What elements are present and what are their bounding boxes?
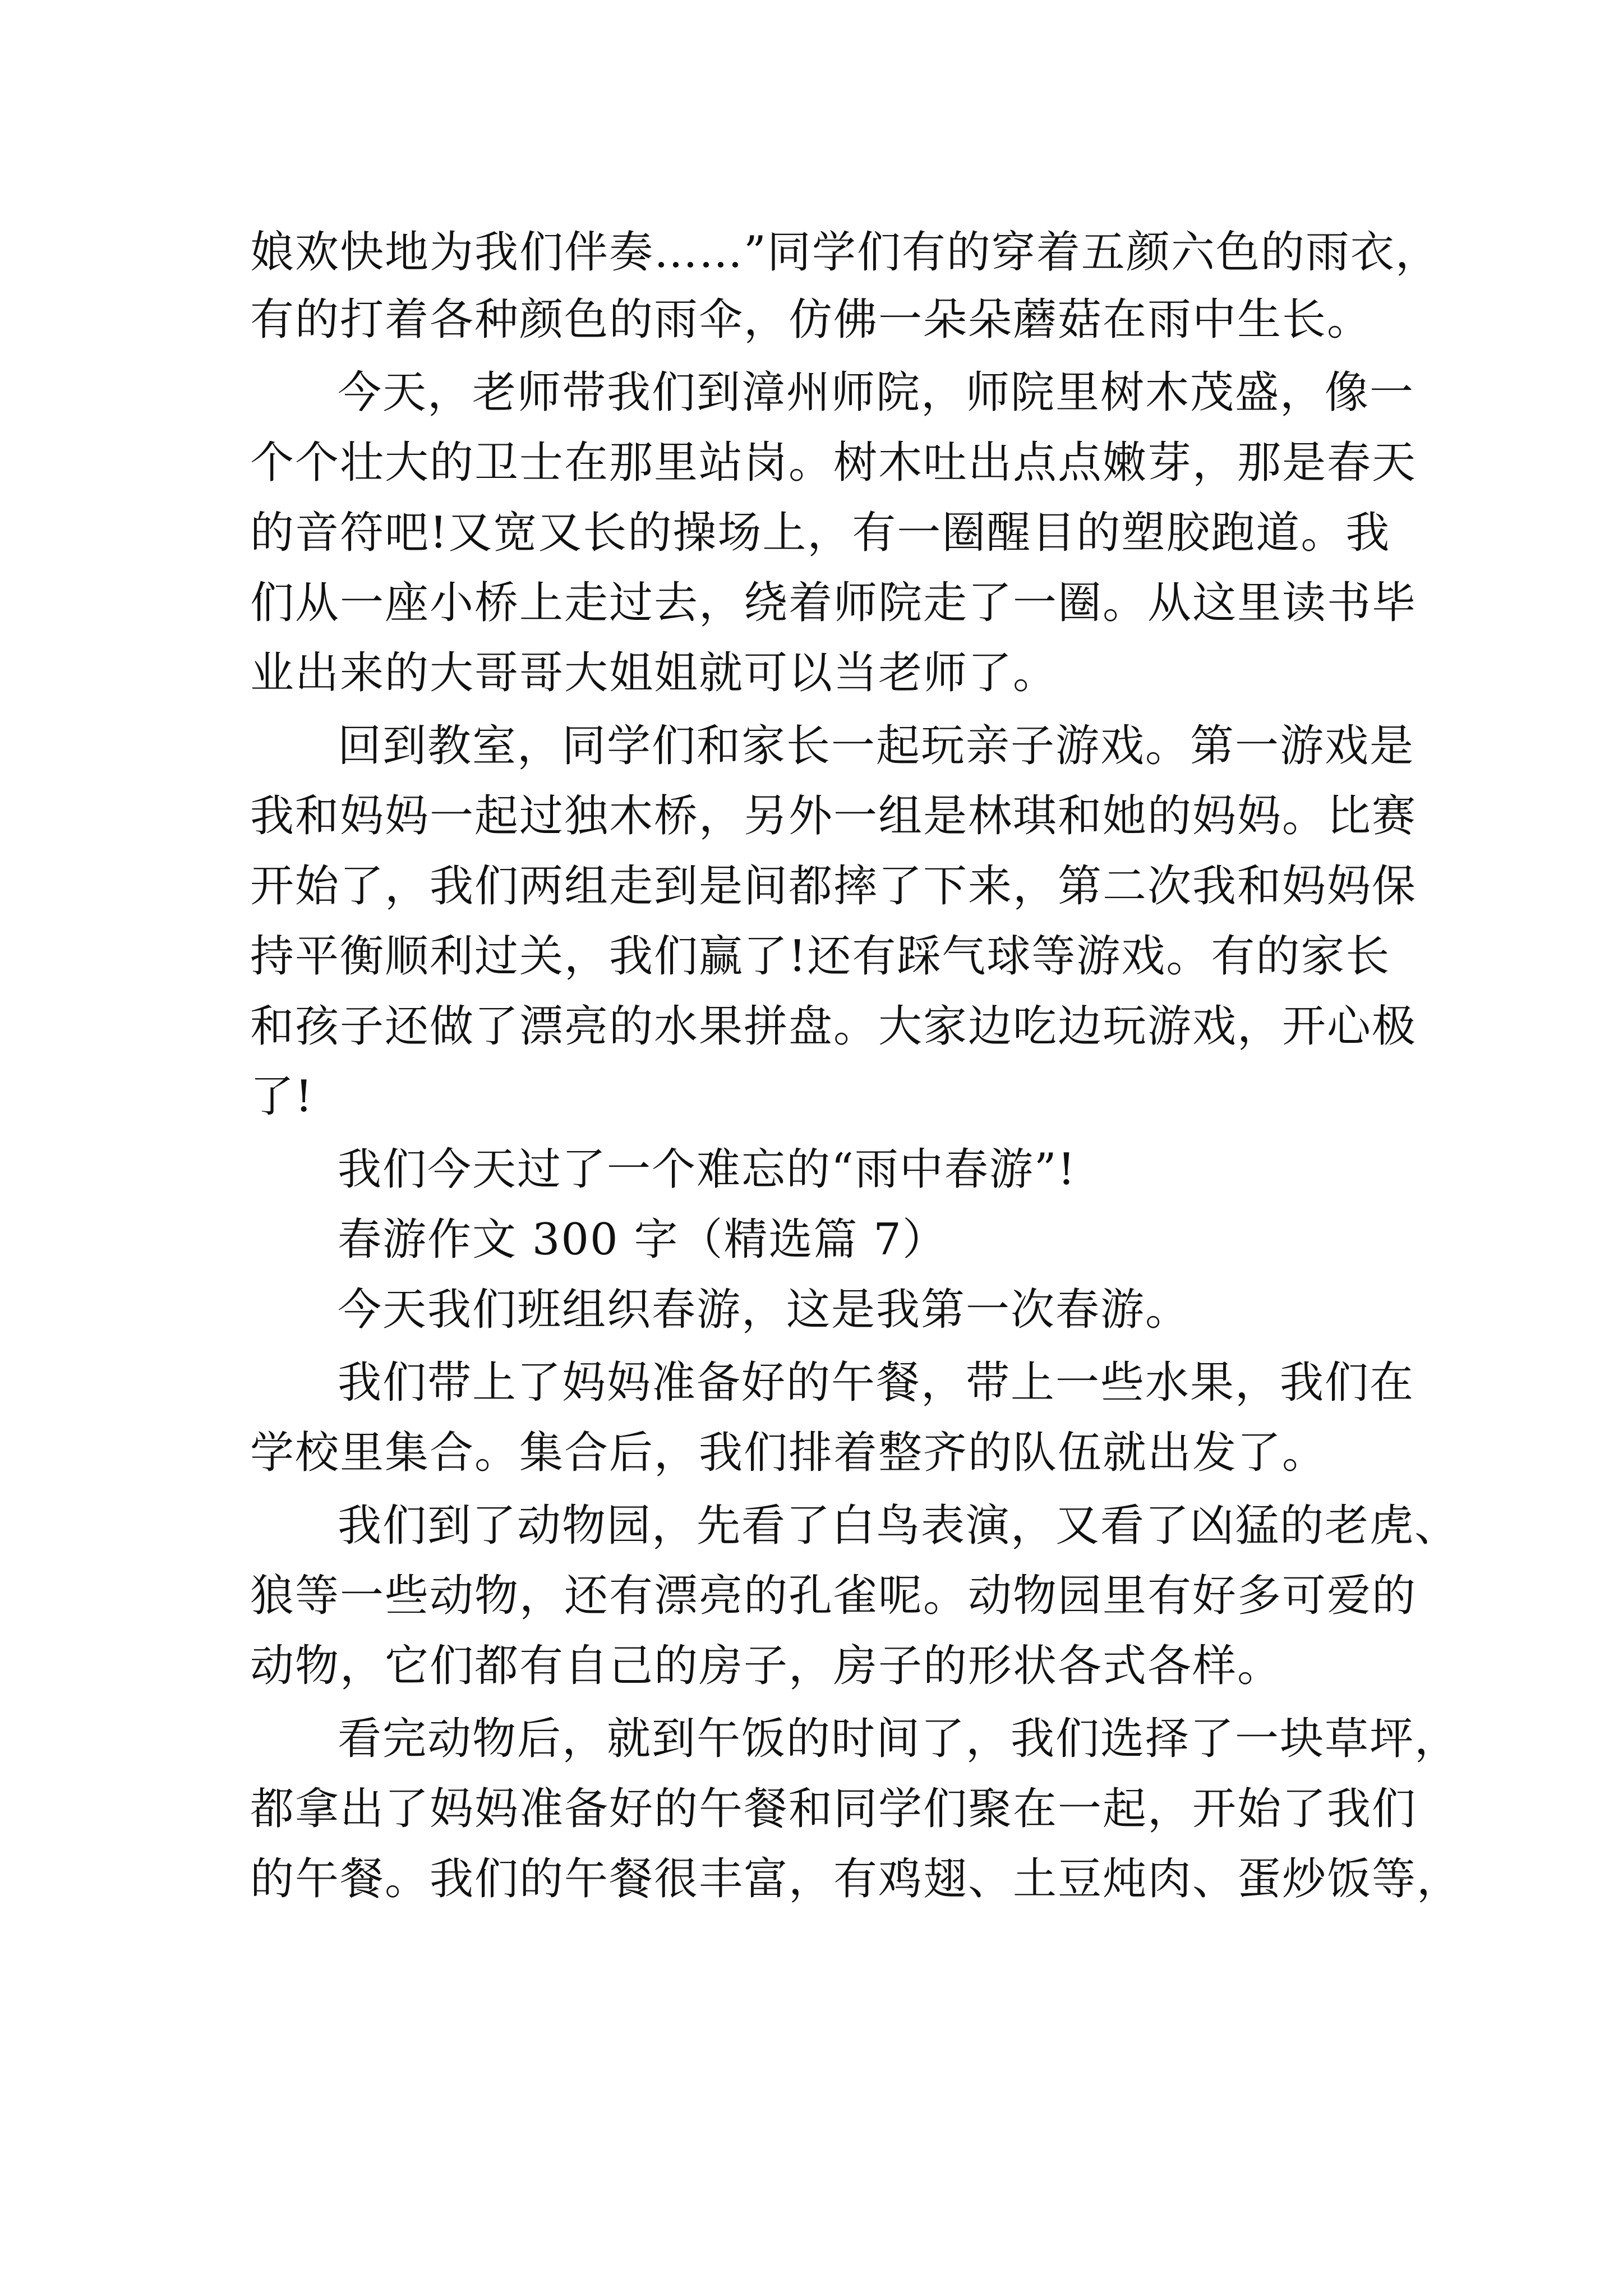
text-line-11: 持平衡顺利过关，我们赢了!还有踩气球等游戏。有的家长 [250, 931, 1391, 982]
text-line-7: 业出来的大哥哥大姐姐就可以当老师了。 [250, 648, 1058, 698]
section-heading: 春游作文 300 字（精选篇 7） [338, 1214, 947, 1265]
text-line-21: 动物，它们都有自己的房子，房子的形状各式各样。 [250, 1641, 1283, 1691]
text-line-6: 们从一座小桥上走过去，绕着师院走了一圈。从这里读书毕 [250, 578, 1417, 628]
paragraph-line-16: 今天我们班组织春游，这是我第一次春游。 [338, 1285, 1191, 1335]
text-line-24: 的午餐。我们的午餐很丰富，有鸡翅、土豆炖肉、蛋炒饭等， [250, 1854, 1462, 1904]
paragraph-start-line-3: 今天，老师带我们到漳州师院，师院里树木茂盛，像一 [338, 367, 1415, 418]
paragraph-start-line-8: 回到教室，同学们和家长一起玩亲子游戏。第一游戏是 [338, 721, 1415, 771]
text-line-2: 有的打着各种颜色的雨伞，仿佛一朵朵蘑菇在雨中生长。 [250, 295, 1372, 345]
text-line-23: 都拿出了妈妈准备好的午餐和同学们聚在一起，开始了我们 [250, 1784, 1417, 1834]
text-line-20: 狼等一些动物，还有漂亮的孔雀呢。动物园里有好多可爱的 [250, 1571, 1417, 1621]
text-line-5: 的音符吧!又宽又长的操场上，有一圈醒目的塑胶跑道。我 [250, 508, 1391, 558]
text-line-12: 和孩子还做了漂亮的水果拼盘。大家边吃边玩游戏，开心极 [250, 1001, 1417, 1052]
text-line-13: 了! [250, 1071, 314, 1122]
text-line-9: 我和妈妈一起过独木桥，另外一组是林琪和她的妈妈。比赛 [250, 791, 1417, 841]
paragraph-start-line-19: 我们到了动物园，先看了白鸟表演，又看了凶猛的老虎、 [338, 1501, 1460, 1551]
text-line-10: 开始了，我们两组走到是间都摔了下来，第二次我和妈妈保 [250, 861, 1417, 912]
text-line-1: 娘欢快地为我们伴奏……”同学们有的穿着五颜六色的雨衣， [250, 227, 1440, 278]
paragraph-line-14: 我们今天过了一个难忘的“雨中春游”! [338, 1144, 1077, 1195]
text-line-4: 个个壮大的卫士在那里站岗。树木吐出点点嫩芽，那是春天 [250, 438, 1417, 488]
paragraph-start-line-22: 看完动物后，就到午饭的时间了，我们选择了一块草坪， [338, 1714, 1460, 1764]
text-line-18: 学校里集合。集合后，我们排着整齐的队伍就出发了。 [250, 1428, 1327, 1478]
paragraph-start-line-17: 我们带上了妈妈准备好的午餐，带上一些水果，我们在 [338, 1358, 1415, 1408]
